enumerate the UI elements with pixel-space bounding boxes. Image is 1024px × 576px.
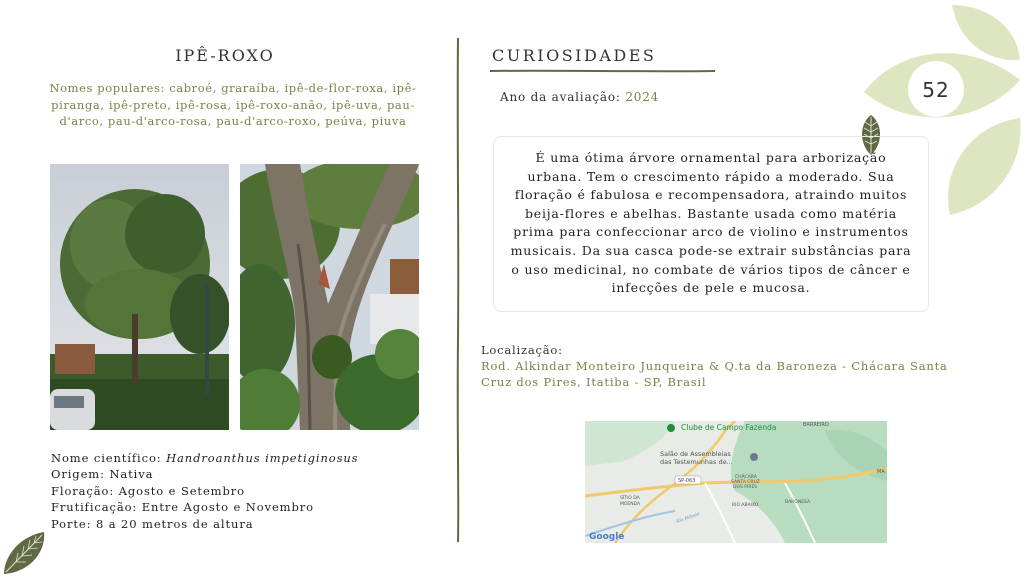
curiosities-box: É uma ótima árvore ornamental para arborização urbana. Tem o crescimento rápido a moderado. Sua floração é fabulosa e recompensadora, atraindo muitos beija-flores e abelhas. Bastante usada como matéria prima para confeccionar arco de violino e instrumentos musicais. Da sua casca pode-se extrair substâncias para o uso medicinal, no combate de vários tipos de câncer e infecções de pele e mucosa. — [493, 136, 929, 312]
map-label-rio-atibaia: Rio Atibaia — [675, 511, 701, 525]
trunk-photo — [240, 164, 419, 430]
map-label-chacara-1: CHÁCARA — [735, 475, 757, 480]
location-map[interactable] — [585, 421, 887, 543]
species-facts — [51, 450, 358, 532]
map-label-salao-1: Salão de Assembleias — [660, 450, 731, 458]
map-label-clube: Clube de Campo Fazenda — [681, 423, 777, 432]
map-label-sitio-2: MOENDA — [620, 502, 641, 507]
map-label-rio-abaixo: RIO ABAIXO — [732, 503, 759, 508]
map-label-road: SP-063 — [678, 478, 696, 484]
scientific-name: Handroanthus impetiginosus — [166, 451, 359, 465]
origin: Origem: Nativa — [51, 467, 154, 482]
year-value: 2024 — [625, 90, 660, 104]
species-title: IPÊ-ROXO — [175, 46, 275, 65]
map-label-salao-2: das Testemunhas de... — [660, 458, 733, 466]
column-divider — [456, 38, 460, 542]
map-label-baronesa: BARONESA — [785, 500, 811, 505]
tree-size: Porte: 8 a 20 metros de altura — [51, 516, 254, 531]
map-label-sitio-1: SÍTIO DA — [620, 496, 640, 501]
flowering: Floração: Agosto e Setembro — [51, 483, 245, 498]
title-underline — [490, 69, 715, 73]
popular-names: Nomes populares: cabroé, graraíba, ipê-de-flor-roxa, ipê-piranga, ipê-preto, ipê-rosa, ipê-roxo-anão, ipê-uva, pau-d'arco, pau-d'arco-rosa, pau-d'arco-roxo, peúva, piuva — [49, 81, 417, 128]
corner-leaf-icon — [0, 530, 48, 576]
map-label-chacara-2: SANTA CRUZ — [731, 480, 760, 485]
fruiting: Frutificação: Entre Agosto e Novembro — [51, 500, 314, 515]
map-label-chacara-3: DOS PIRES — [733, 485, 758, 490]
scientific-name-label: Nome científico: — [51, 451, 167, 465]
map-label-barreiro: BARREIRO — [803, 422, 829, 428]
tree-photo — [50, 164, 229, 430]
section-title: CURIOSIDADES — [492, 46, 657, 65]
page-number: 52 — [922, 78, 950, 102]
year-label: Ano da avaliação: — [500, 90, 626, 104]
google-logo: Google — [589, 532, 625, 542]
location-label: Localização: — [481, 343, 563, 357]
map-label-ma: MA — [877, 469, 885, 475]
location-address: Rod. Alkindar Monteiro Junqueira & Q.ta da Baroneza - Chácara Santa Cruz dos Pires, Itatiba - SP, Brasil — [481, 359, 948, 389]
evaluation-year — [500, 90, 659, 104]
